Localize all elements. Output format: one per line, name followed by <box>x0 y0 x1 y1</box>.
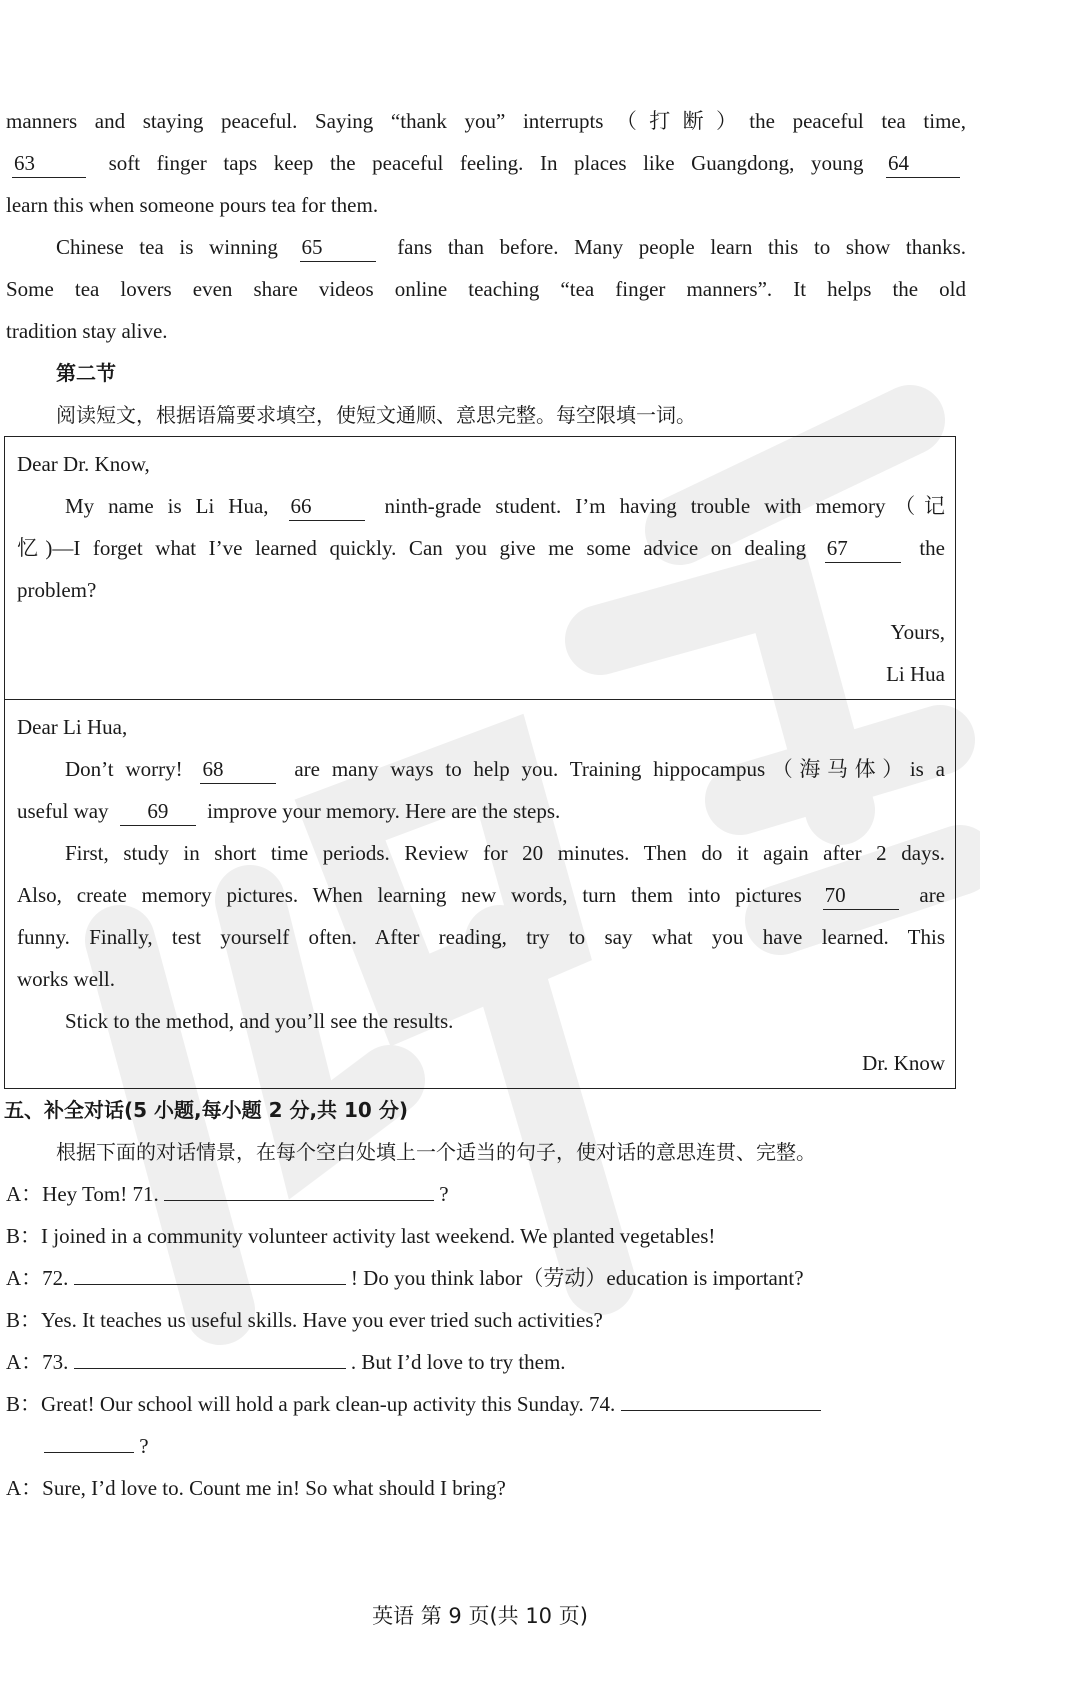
blank-64: 64 <box>886 149 960 178</box>
blank-67: 67 <box>825 534 901 563</box>
letter-text: the <box>919 536 945 560</box>
passage-text: soft finger taps keep the peaceful feeling. In places like Guangdong, young <box>108 151 864 175</box>
letter-greeting: Dear Dr. Know, <box>17 452 150 476</box>
section-instruction: 根据下面的对话情景，在每个空白处填上一个适当的句子，使对话的意思连贯、完整。 <box>56 1140 816 1164</box>
letter-text: useful way <box>17 799 109 823</box>
section-instruction: 阅读短文，根据语篇要求填空，使短文通顺、意思完整。每空限填一词。 <box>56 403 696 427</box>
letter-text: 忆)—I forget what I’ve learned quickly. Can you give me some advice on dealing <box>17 536 807 560</box>
content <box>6 100 966 1509</box>
passage-text: Chinese tea is winning <box>56 235 278 259</box>
letter-signature: Li Hua <box>886 662 945 686</box>
dialogue-text: ? <box>439 1182 449 1206</box>
passage-line: manners and staying peaceful. Saying “thank you” interrupts（打断）the peaceful tea time, <box>6 109 966 133</box>
letter-closing: Yours, <box>890 620 945 644</box>
letter-box-reply <box>4 700 956 1089</box>
letter-text: are <box>919 883 946 907</box>
dialogue-text: A：73. <box>6 1350 69 1374</box>
answer-72[interactable] <box>74 1258 346 1285</box>
passage-line: tradition stay alive. <box>6 319 168 343</box>
letter-text: Don’t worry! <box>65 757 183 781</box>
blank-70: 70 <box>823 881 899 910</box>
dialogue-text: ! Do you think labor（劳动）education is important? <box>350 1266 804 1290</box>
passage-line <box>6 142 966 184</box>
letter-text: ninth-grade student. I’m having trouble with memory（记 <box>384 494 945 518</box>
dialogue-line <box>6 1173 966 1215</box>
letter-line <box>17 874 945 916</box>
letter-greeting: Dear Li Hua, <box>17 715 128 739</box>
letter-line <box>17 790 945 832</box>
answer-74-continued[interactable] <box>44 1426 134 1453</box>
blank-69: 69 <box>120 797 196 826</box>
blank-68: 68 <box>200 755 276 784</box>
dialogue-text: A：72. <box>6 1266 69 1290</box>
letter-text: improve your memory. Here are the steps. <box>207 799 561 823</box>
letter-line: works well. <box>17 967 115 991</box>
letter-text: My name is Li Hua, <box>65 494 269 518</box>
letter-box-question <box>4 436 956 700</box>
letter-line <box>17 485 945 527</box>
dialogue-text: B：Great! Our school will hold a park clean-up activity this Sunday. 74. <box>6 1392 616 1416</box>
letter-text: Also, create memory pictures. When learning new words, turn them into pictures <box>17 883 802 907</box>
letter-line: Stick to the method, and you’ll see the results. <box>65 1009 454 1033</box>
passage-line: Some tea lovers even share videos online teaching “tea finger manners”. It helps the old <box>6 277 966 301</box>
blank-63: 63 <box>12 149 86 178</box>
answer-71[interactable] <box>164 1174 434 1201</box>
dialogue-line: B：I joined in a community volunteer activity last weekend. We planted vegetables! <box>6 1224 716 1248</box>
passage-line: learn this when someone pours tea for them. <box>6 193 379 217</box>
dialogue-text: . But I’d love to try them. <box>350 1350 566 1374</box>
letter-line: First, study in short time periods. Review for 20 minutes. Then do it again after 2 days. <box>65 841 945 865</box>
letter-line <box>17 748 945 790</box>
letter-line: funny. Finally, test yourself often. After reading, try to say what you have learned. This <box>17 925 945 949</box>
section-heading: 第二节 <box>56 361 116 385</box>
blank-66: 66 <box>289 492 365 521</box>
page-footer: 英语 第 9 页(共 10 页) <box>372 1604 588 1628</box>
answer-74[interactable] <box>621 1384 821 1411</box>
dialogue-line <box>6 1425 966 1467</box>
answer-73[interactable] <box>74 1342 346 1369</box>
letter-line <box>17 527 945 569</box>
dialogue-line <box>6 1383 966 1425</box>
passage-text: fans than before. Many people learn this to show thanks. <box>397 235 966 259</box>
letter-text: are many ways to help you. Training hippocampus（海马体）is a <box>294 757 946 781</box>
dialogue-line <box>6 1341 966 1383</box>
letter-signature: Dr. Know <box>862 1051 945 1075</box>
dialogue-line: A：Sure, I’d love to. Count me in! So what should I bring? <box>6 1476 506 1500</box>
dialogue-text: A：Hey Tom! 71. <box>6 1182 159 1206</box>
section-heading: 五、补全对话(5 小题,每小题 2 分,共 10 分) <box>4 1098 408 1122</box>
dialogue-line: B：Yes. It teaches us useful skills. Have you ever tried such activities? <box>6 1308 603 1332</box>
blank-65: 65 <box>300 233 376 262</box>
passage-line <box>6 226 966 268</box>
dialogue-line <box>6 1257 966 1299</box>
dialogue-text: ? <box>139 1434 149 1458</box>
letter-line: problem? <box>17 578 97 602</box>
